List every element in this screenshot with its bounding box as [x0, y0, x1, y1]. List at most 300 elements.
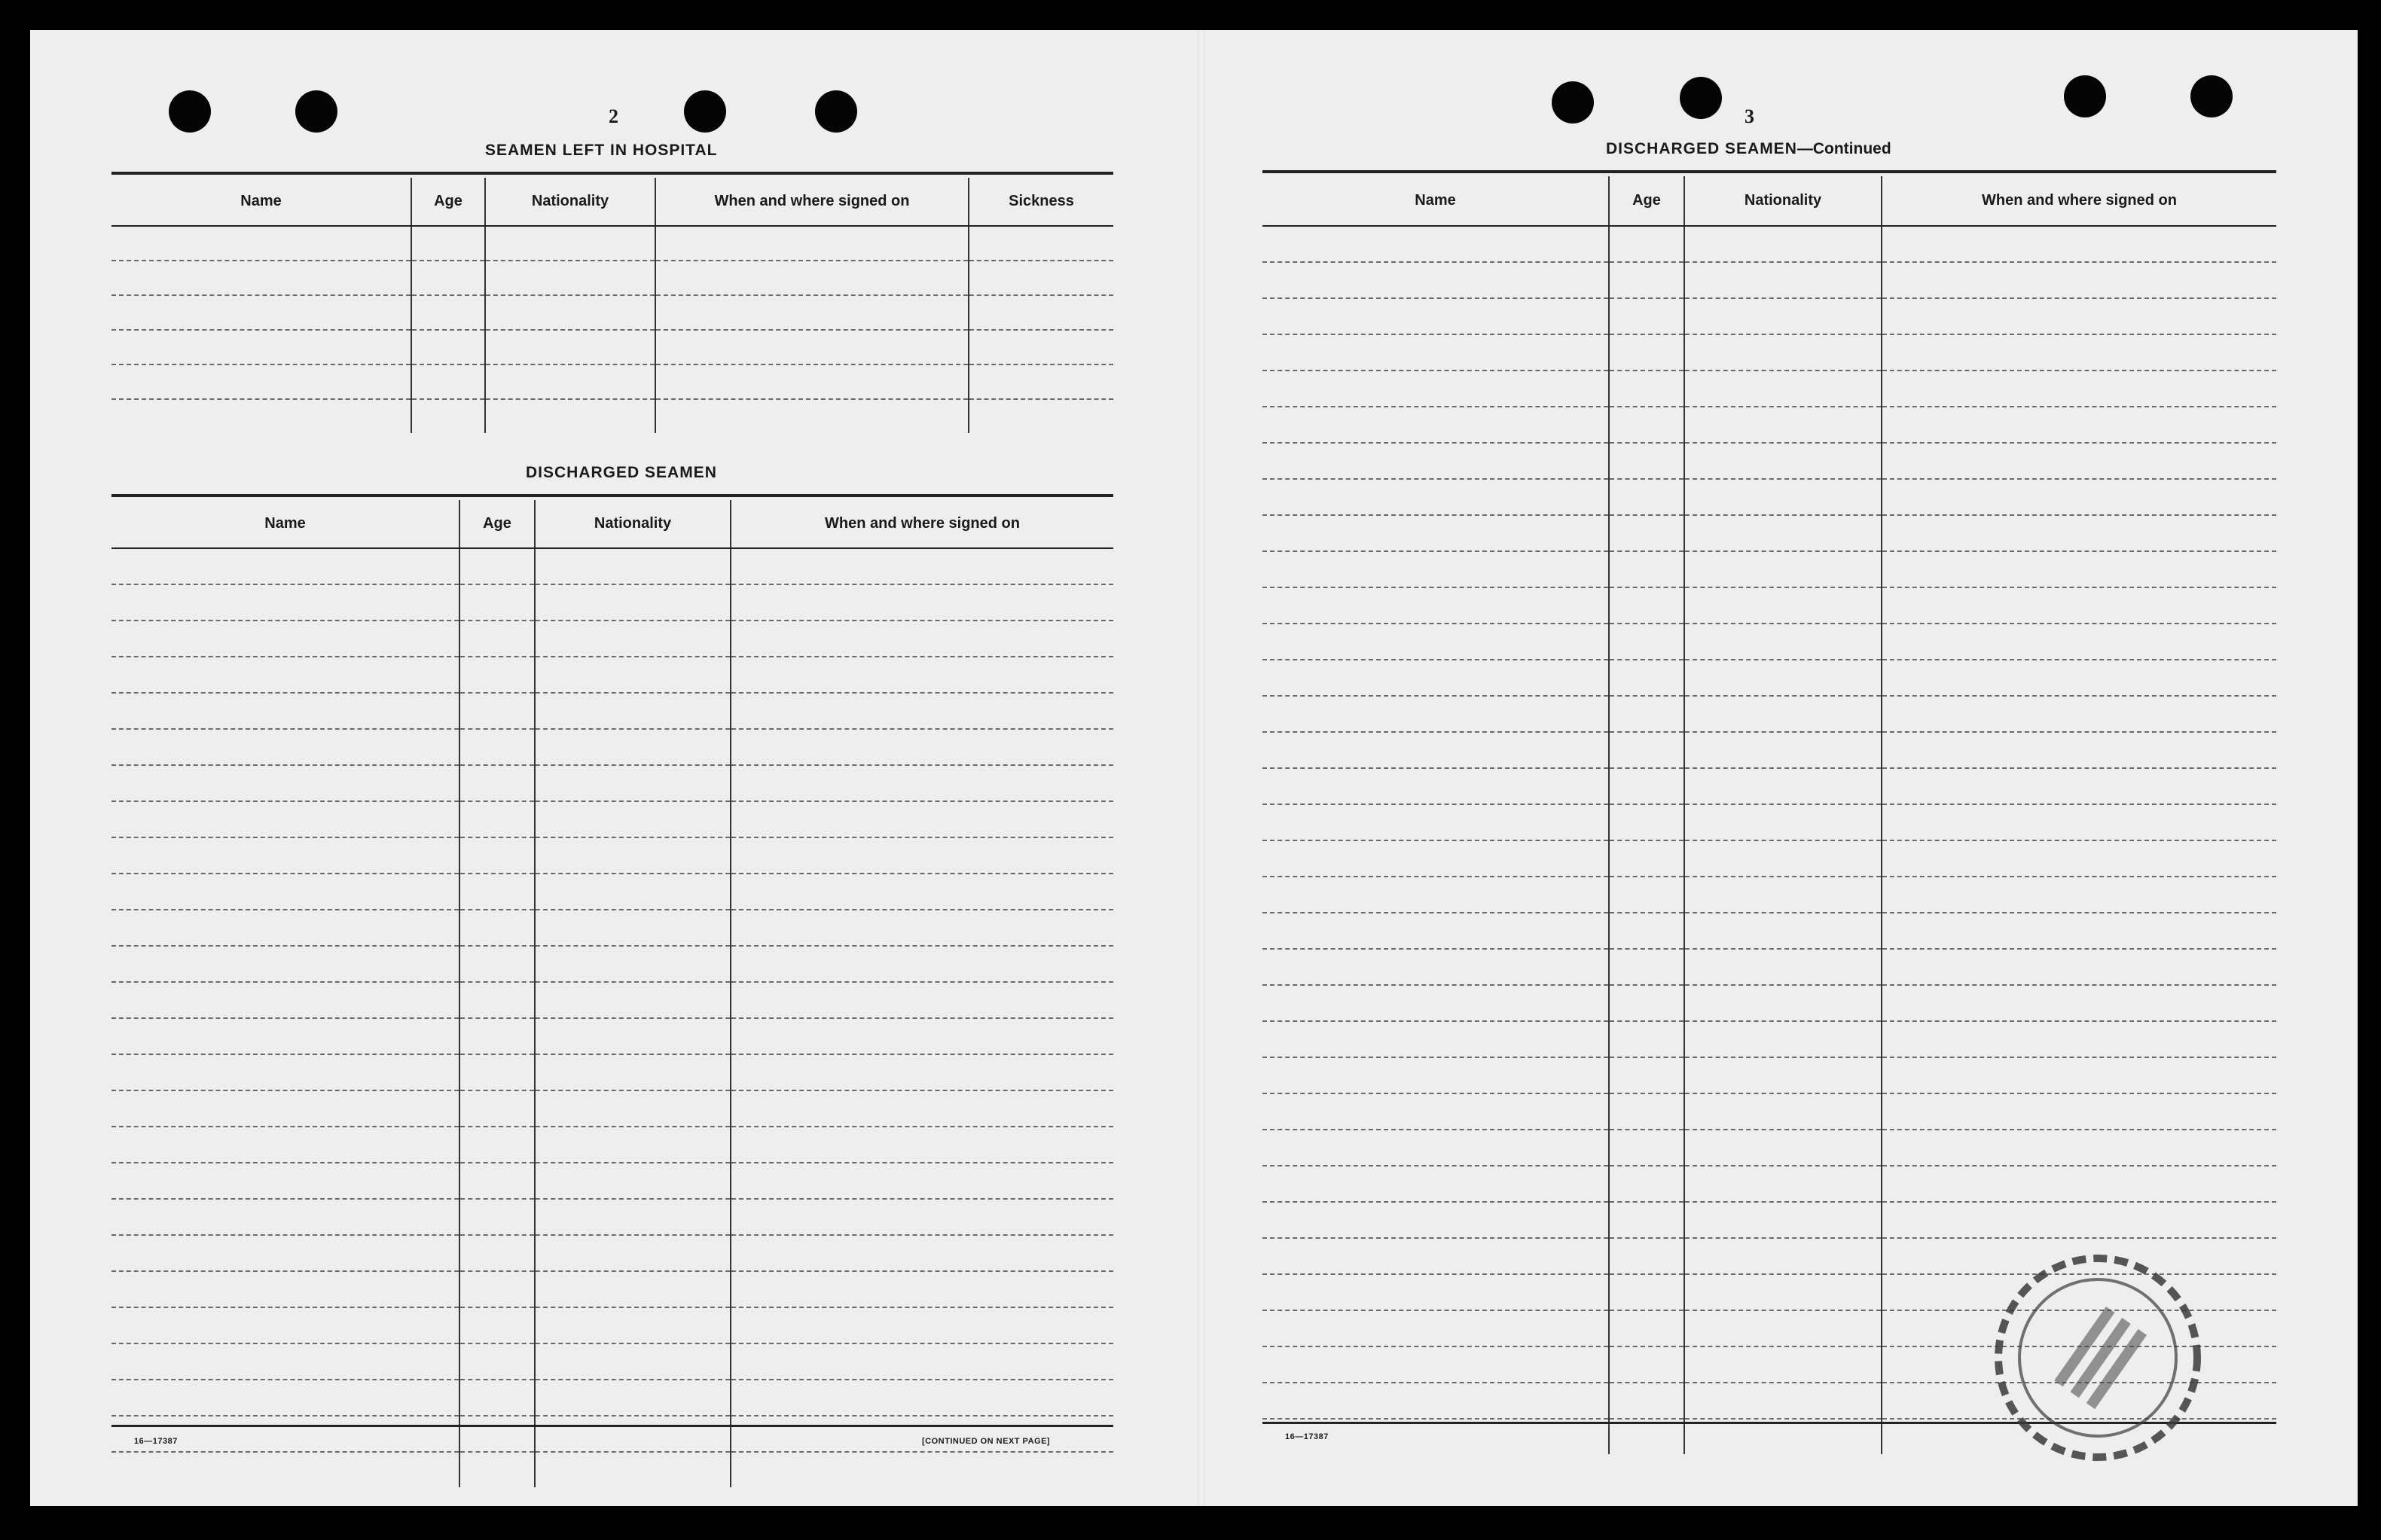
table-row	[1262, 407, 2276, 443]
blank-cell	[1262, 1202, 1609, 1238]
blank-cell	[535, 1090, 731, 1127]
table-row	[111, 1380, 1113, 1416]
punch-hole	[684, 90, 726, 133]
hospital-top-rule	[111, 172, 1113, 175]
blank-cell	[1684, 334, 1882, 371]
blank-cell	[1882, 913, 2276, 949]
blank-cell	[535, 837, 731, 874]
blank-cell	[485, 226, 655, 261]
blank-cell	[411, 399, 485, 433]
table-row	[111, 1018, 1113, 1054]
blank-cell	[1609, 1419, 1684, 1454]
form-number-left: 16—17387	[134, 1437, 178, 1446]
blank-cell	[1609, 371, 1684, 407]
blank-cell	[459, 946, 535, 982]
blank-cell	[1262, 551, 1609, 587]
blank-cell	[1882, 1057, 2276, 1093]
blank-cell	[459, 657, 535, 693]
table-row	[111, 910, 1113, 946]
table-row	[111, 1199, 1113, 1235]
blank-cell	[655, 295, 969, 330]
blank-cell	[1609, 1310, 1684, 1346]
table-row	[1262, 804, 2276, 840]
discharged-top-rule	[111, 494, 1113, 497]
blank-cell	[731, 946, 1113, 982]
blank-cell	[731, 1235, 1113, 1271]
table-row	[1262, 624, 2276, 660]
blank-cell	[1262, 949, 1609, 985]
blank-cell	[111, 765, 459, 801]
blank-cell	[1882, 1021, 2276, 1057]
blank-cell	[1262, 1130, 1609, 1166]
blank-cell	[459, 1018, 535, 1054]
blank-cell	[111, 1054, 459, 1090]
blank-cell	[1882, 371, 2276, 407]
blank-cell	[969, 226, 1113, 261]
blank-cell	[535, 801, 731, 837]
blank-cell	[459, 1452, 535, 1487]
table-row	[111, 584, 1113, 621]
blank-cell	[731, 621, 1113, 657]
column-header: Age	[411, 178, 485, 226]
table-row	[111, 1343, 1113, 1380]
blank-cell	[459, 548, 535, 584]
blank-cell	[1684, 1093, 1882, 1130]
table-row	[1262, 1130, 2276, 1166]
continued-note: [CONTINUED ON NEXT PAGE]	[922, 1437, 1051, 1446]
blank-cell	[1609, 913, 1684, 949]
blank-cell	[459, 1271, 535, 1307]
right-section-title	[1606, 140, 1891, 158]
column-header: When and where signed on	[1882, 176, 2276, 226]
blank-cell	[731, 982, 1113, 1018]
blank-cell	[731, 1343, 1113, 1380]
blank-cell	[485, 364, 655, 399]
table-row	[111, 364, 1113, 399]
hospital-table	[111, 178, 1113, 433]
blank-cell	[1609, 587, 1684, 624]
table-row	[111, 657, 1113, 693]
blank-cell	[1684, 407, 1882, 443]
column-header: Name	[1262, 176, 1609, 226]
blank-cell	[1609, 1021, 1684, 1057]
blank-cell	[535, 982, 731, 1018]
blank-cell	[731, 1127, 1113, 1163]
blank-cell	[111, 874, 459, 910]
blank-cell	[535, 693, 731, 729]
table-row	[111, 1127, 1113, 1163]
blank-cell	[111, 364, 411, 399]
blank-cell	[1609, 551, 1684, 587]
blank-cell	[731, 910, 1113, 946]
blank-cell	[111, 657, 459, 693]
blank-cell	[1882, 1093, 2276, 1130]
blank-cell	[459, 1416, 535, 1452]
table-row	[1262, 877, 2276, 913]
blank-cell	[1262, 913, 1609, 949]
column-header: When and where signed on	[731, 500, 1113, 548]
blank-cell	[1882, 298, 2276, 334]
blank-cell	[411, 295, 485, 330]
column-header: Name	[111, 178, 411, 226]
blank-cell	[1684, 551, 1882, 587]
blank-cell	[1262, 1274, 1609, 1310]
blank-cell	[535, 1343, 731, 1380]
blank-cell	[459, 729, 535, 765]
blank-cell	[731, 548, 1113, 584]
punch-hole	[169, 90, 211, 133]
blank-cell	[535, 1452, 731, 1487]
blank-cell	[459, 1235, 535, 1271]
blank-cell	[535, 1307, 731, 1343]
blank-cell	[1684, 298, 1882, 334]
table-row	[1262, 696, 2276, 732]
blank-cell	[1609, 877, 1684, 913]
blank-cell	[535, 765, 731, 801]
table-row	[111, 261, 1113, 295]
column-header: Age	[459, 500, 535, 548]
table-row	[111, 399, 1113, 433]
blank-cell	[1684, 1310, 1882, 1346]
blank-cell	[459, 837, 535, 874]
blank-cell	[1262, 624, 1609, 660]
blank-cell	[731, 801, 1113, 837]
blank-cell	[111, 584, 459, 621]
blank-cell	[731, 1054, 1113, 1090]
blank-cell	[535, 1271, 731, 1307]
blank-cell	[535, 1163, 731, 1199]
blank-cell	[1882, 804, 2276, 840]
table-row	[1262, 262, 2276, 298]
blank-cell	[1262, 587, 1609, 624]
blank-cell	[1684, 1419, 1882, 1454]
blank-cell	[535, 1380, 731, 1416]
blank-cell	[1609, 624, 1684, 660]
blank-cell	[1882, 407, 2276, 443]
blank-cell	[1684, 624, 1882, 660]
blank-cell	[731, 584, 1113, 621]
blank-cell	[1609, 298, 1684, 334]
form-number-right: 16—17387	[1285, 1432, 1329, 1441]
blank-cell	[1609, 804, 1684, 840]
table-row	[1262, 732, 2276, 768]
column-header: Nationality	[485, 178, 655, 226]
column-header: Sickness	[969, 178, 1113, 226]
blank-cell	[1609, 768, 1684, 804]
blank-cell	[1684, 479, 1882, 515]
blank-cell	[1262, 371, 1609, 407]
blank-cell	[1609, 949, 1684, 985]
blank-cell	[459, 1090, 535, 1127]
blank-cell	[111, 1307, 459, 1343]
blank-cell	[1609, 1346, 1684, 1383]
table-row	[111, 982, 1113, 1018]
blank-cell	[1609, 840, 1684, 877]
blank-cell	[1609, 696, 1684, 732]
blank-cell	[969, 364, 1113, 399]
blank-cell	[1684, 1057, 1882, 1093]
blank-cell	[535, 1054, 731, 1090]
blank-cell	[731, 1090, 1113, 1127]
table-row	[1262, 551, 2276, 587]
blank-cell	[1609, 1057, 1684, 1093]
blank-cell	[535, 1235, 731, 1271]
blank-cell	[111, 982, 459, 1018]
blank-cell	[111, 226, 411, 261]
blank-cell	[1684, 371, 1882, 407]
blank-cell	[411, 330, 485, 364]
blank-cell	[1882, 985, 2276, 1021]
table-row	[111, 874, 1113, 910]
blank-cell	[111, 261, 411, 295]
column-header: Name	[111, 500, 459, 548]
blank-cell	[1609, 479, 1684, 515]
blank-cell	[459, 910, 535, 946]
table-row	[1262, 1166, 2276, 1202]
blank-cell	[111, 295, 411, 330]
blank-cell	[111, 729, 459, 765]
document-sheet	[30, 30, 2358, 1506]
blank-cell	[1684, 1383, 1882, 1419]
blank-cell	[1262, 1310, 1609, 1346]
blank-cell	[1262, 660, 1609, 696]
blank-cell	[485, 330, 655, 364]
blank-cell	[1262, 1238, 1609, 1274]
blank-cell	[459, 1380, 535, 1416]
blank-cell	[731, 657, 1113, 693]
page-fold	[1198, 30, 1205, 1506]
table-row	[111, 837, 1113, 874]
blank-cell	[111, 1271, 459, 1307]
table-row	[111, 621, 1113, 657]
table-row	[111, 1090, 1113, 1127]
blank-cell	[535, 946, 731, 982]
blank-cell	[1684, 443, 1882, 479]
table-row	[1262, 949, 2276, 985]
blank-cell	[459, 1163, 535, 1199]
blank-cell	[1262, 985, 1609, 1021]
blank-cell	[655, 226, 969, 261]
blank-cell	[731, 1416, 1113, 1452]
table-row	[1262, 226, 2276, 262]
blank-cell	[1262, 334, 1609, 371]
blank-cell	[1262, 1021, 1609, 1057]
punch-hole	[295, 90, 337, 133]
blank-cell	[1262, 877, 1609, 913]
blank-cell	[1882, 515, 2276, 551]
blank-cell	[111, 1018, 459, 1054]
blank-cell	[1262, 515, 1609, 551]
blank-cell	[459, 1307, 535, 1343]
received-stamp	[1985, 1245, 2211, 1471]
blank-cell	[1684, 515, 1882, 551]
table-row	[111, 1271, 1113, 1307]
right-top-rule	[1262, 170, 2276, 173]
blank-cell	[731, 1163, 1113, 1199]
blank-cell	[1609, 660, 1684, 696]
blank-cell	[1882, 551, 2276, 587]
column-header: Nationality	[535, 500, 731, 548]
blank-cell	[459, 982, 535, 1018]
blank-cell	[111, 1199, 459, 1235]
blank-cell	[1262, 1093, 1609, 1130]
blank-cell	[1684, 1346, 1882, 1383]
table-row	[111, 946, 1113, 982]
blank-cell	[1684, 262, 1882, 298]
table-row	[111, 548, 1113, 584]
column-header: When and where signed on	[655, 178, 969, 226]
blank-cell	[731, 1199, 1113, 1235]
blank-cell	[1262, 226, 1609, 262]
blank-cell	[655, 364, 969, 399]
blank-cell	[535, 657, 731, 693]
blank-cell	[969, 330, 1113, 364]
blank-cell	[1262, 1383, 1609, 1419]
blank-cell	[111, 910, 459, 946]
blank-cell	[1882, 624, 2276, 660]
blank-cell	[1684, 877, 1882, 913]
blank-cell	[1609, 226, 1684, 262]
blank-cell	[459, 693, 535, 729]
blank-cell	[1684, 949, 1882, 985]
blank-cell	[1609, 262, 1684, 298]
blank-cell	[1609, 732, 1684, 768]
blank-cell	[1609, 1202, 1684, 1238]
blank-cell	[535, 621, 731, 657]
blank-cell	[1684, 1130, 1882, 1166]
blank-cell	[1262, 479, 1609, 515]
blank-cell	[1262, 1166, 1609, 1202]
table-row	[111, 1452, 1113, 1487]
blank-cell	[1262, 443, 1609, 479]
blank-cell	[111, 330, 411, 364]
blank-cell	[731, 765, 1113, 801]
page-number-left: 2	[609, 105, 618, 127]
blank-cell	[535, 1199, 731, 1235]
blank-cell	[485, 295, 655, 330]
blank-cell	[1609, 1166, 1684, 1202]
table-row	[1262, 1093, 2276, 1130]
blank-cell	[459, 801, 535, 837]
blank-cell	[411, 261, 485, 295]
blank-cell	[535, 1018, 731, 1054]
punch-hole	[1680, 77, 1722, 119]
table-row	[1262, 768, 2276, 804]
blank-cell	[1684, 804, 1882, 840]
blank-cell	[1684, 840, 1882, 877]
hospital-section-title: SEAMEN LEFT IN HOSPITAL	[485, 142, 718, 159]
table-row	[111, 1416, 1113, 1452]
blank-cell	[969, 261, 1113, 295]
blank-cell	[1609, 1093, 1684, 1130]
blank-cell	[1609, 515, 1684, 551]
blank-cell	[535, 548, 731, 584]
table-row	[1262, 479, 2276, 515]
discharged-table	[111, 500, 1113, 1487]
blank-cell	[1882, 443, 2276, 479]
blank-cell	[1882, 587, 2276, 624]
blank-cell	[731, 729, 1113, 765]
blank-cell	[535, 584, 731, 621]
table-row	[111, 765, 1113, 801]
blank-cell	[1882, 226, 2276, 262]
blank-cell	[1882, 949, 2276, 985]
discharged-section-title: DISCHARGED SEAMEN	[526, 464, 717, 481]
blank-cell	[111, 1452, 459, 1487]
blank-cell	[111, 1416, 459, 1452]
blank-cell	[1609, 1238, 1684, 1274]
blank-cell	[731, 1271, 1113, 1307]
blank-cell	[111, 946, 459, 982]
table-row	[111, 226, 1113, 261]
blank-cell	[1609, 985, 1684, 1021]
table-row	[111, 1163, 1113, 1199]
blank-cell	[1882, 840, 2276, 877]
blank-cell	[1262, 1346, 1609, 1383]
blank-cell	[1684, 913, 1882, 949]
blank-cell	[1262, 768, 1609, 804]
blank-cell	[1882, 334, 2276, 371]
blank-cell	[111, 1235, 459, 1271]
blank-cell	[1262, 298, 1609, 334]
blank-cell	[1882, 1166, 2276, 1202]
blank-cell	[1882, 479, 2276, 515]
blank-cell	[1262, 840, 1609, 877]
table-row	[1262, 1202, 2276, 1238]
blank-cell	[1684, 768, 1882, 804]
table-row	[111, 330, 1113, 364]
table-row	[111, 295, 1113, 330]
right-title-main: DISCHARGED SEAMEN	[1606, 140, 1797, 157]
blank-cell	[485, 261, 655, 295]
blank-cell	[111, 621, 459, 657]
table-row	[1262, 515, 2276, 551]
blank-cell	[1684, 985, 1882, 1021]
blank-cell	[1684, 1166, 1882, 1202]
blank-cell	[1684, 660, 1882, 696]
blank-cell	[1684, 587, 1882, 624]
blank-cell	[111, 548, 459, 584]
punch-hole	[2190, 75, 2233, 117]
table-row	[1262, 334, 2276, 371]
blank-cell	[111, 801, 459, 837]
blank-cell	[1882, 732, 2276, 768]
blank-cell	[1882, 262, 2276, 298]
blank-cell	[731, 1307, 1113, 1343]
column-header: Age	[1609, 176, 1684, 226]
blank-cell	[1609, 1274, 1684, 1310]
blank-cell	[1262, 804, 1609, 840]
table-row	[111, 729, 1113, 765]
right-title-suffix: —Continued	[1796, 140, 1891, 157]
punch-hole	[2064, 75, 2106, 117]
table-row	[1262, 587, 2276, 624]
blank-cell	[1882, 696, 2276, 732]
column-header: Nationality	[1684, 176, 1882, 226]
blank-cell	[731, 693, 1113, 729]
blank-cell	[459, 584, 535, 621]
table-row	[111, 1307, 1113, 1343]
blank-cell	[731, 1452, 1113, 1487]
blank-cell	[459, 621, 535, 657]
punch-hole	[1552, 81, 1594, 124]
blank-cell	[1882, 1202, 2276, 1238]
blank-cell	[731, 1380, 1113, 1416]
blank-cell	[655, 399, 969, 433]
blank-cell	[1684, 1238, 1882, 1274]
blank-cell	[459, 1199, 535, 1235]
blank-cell	[535, 910, 731, 946]
